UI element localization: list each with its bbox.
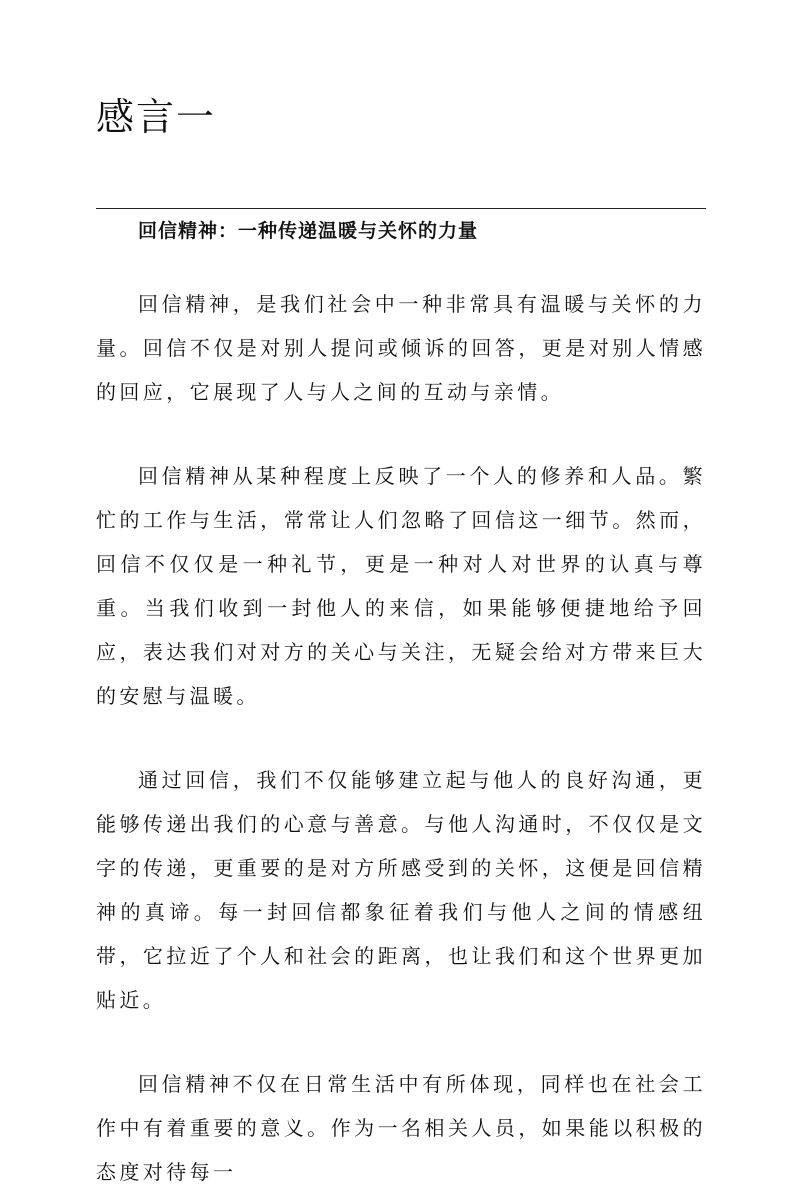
- paragraph-3: 通过回信，我们不仅能够建立起与他人的良好沟通，更能够传递出我们的心意与善意。与他人沟通时，不仅仅是文字的传递，更重要的是对方所感受到的关怀，这便是回信精神的真谛。每一封回信都象征着我们与他人之间的情感纽带，它拉近了个人和社会的距离，也让我们和这个世界更加贴近。: [96, 768, 706, 1012]
- title-divider: [96, 208, 706, 209]
- paragraph-2: 回信精神从某种程度上反映了一个人的修养和人品。繁忙的工作与生活，常常让人们忽略了回信这一细节。然而，回信不仅仅是一种礼节，更是一种对人对世界的认真与尊重。当我们收到一封他人的来信，如果能够便捷地给予回应，表达我们对对方的关心与关注，无疑会给对方带来巨大的安慰与温暖。: [96, 464, 706, 708]
- page-title: 感言一: [96, 95, 217, 139]
- document-body: [96, 212, 706, 1194]
- paragraph-4: 回信精神不仅在日常生活中有所体现，同样也在社会工作中有着重要的意义。作为一名相关人员，如果能以积极的态度对待每一: [96, 1072, 706, 1184]
- section-subtitle: 回信精神：一种传递温暖与关怀的力量: [138, 220, 479, 242]
- paragraph-1: 回信精神，是我们社会中一种非常具有温暖与关怀的力量。回信不仅是对别人提问或倾诉的回答，更是对别人情感的回应，它展现了人与人之间的互动与亲情。: [96, 292, 706, 404]
